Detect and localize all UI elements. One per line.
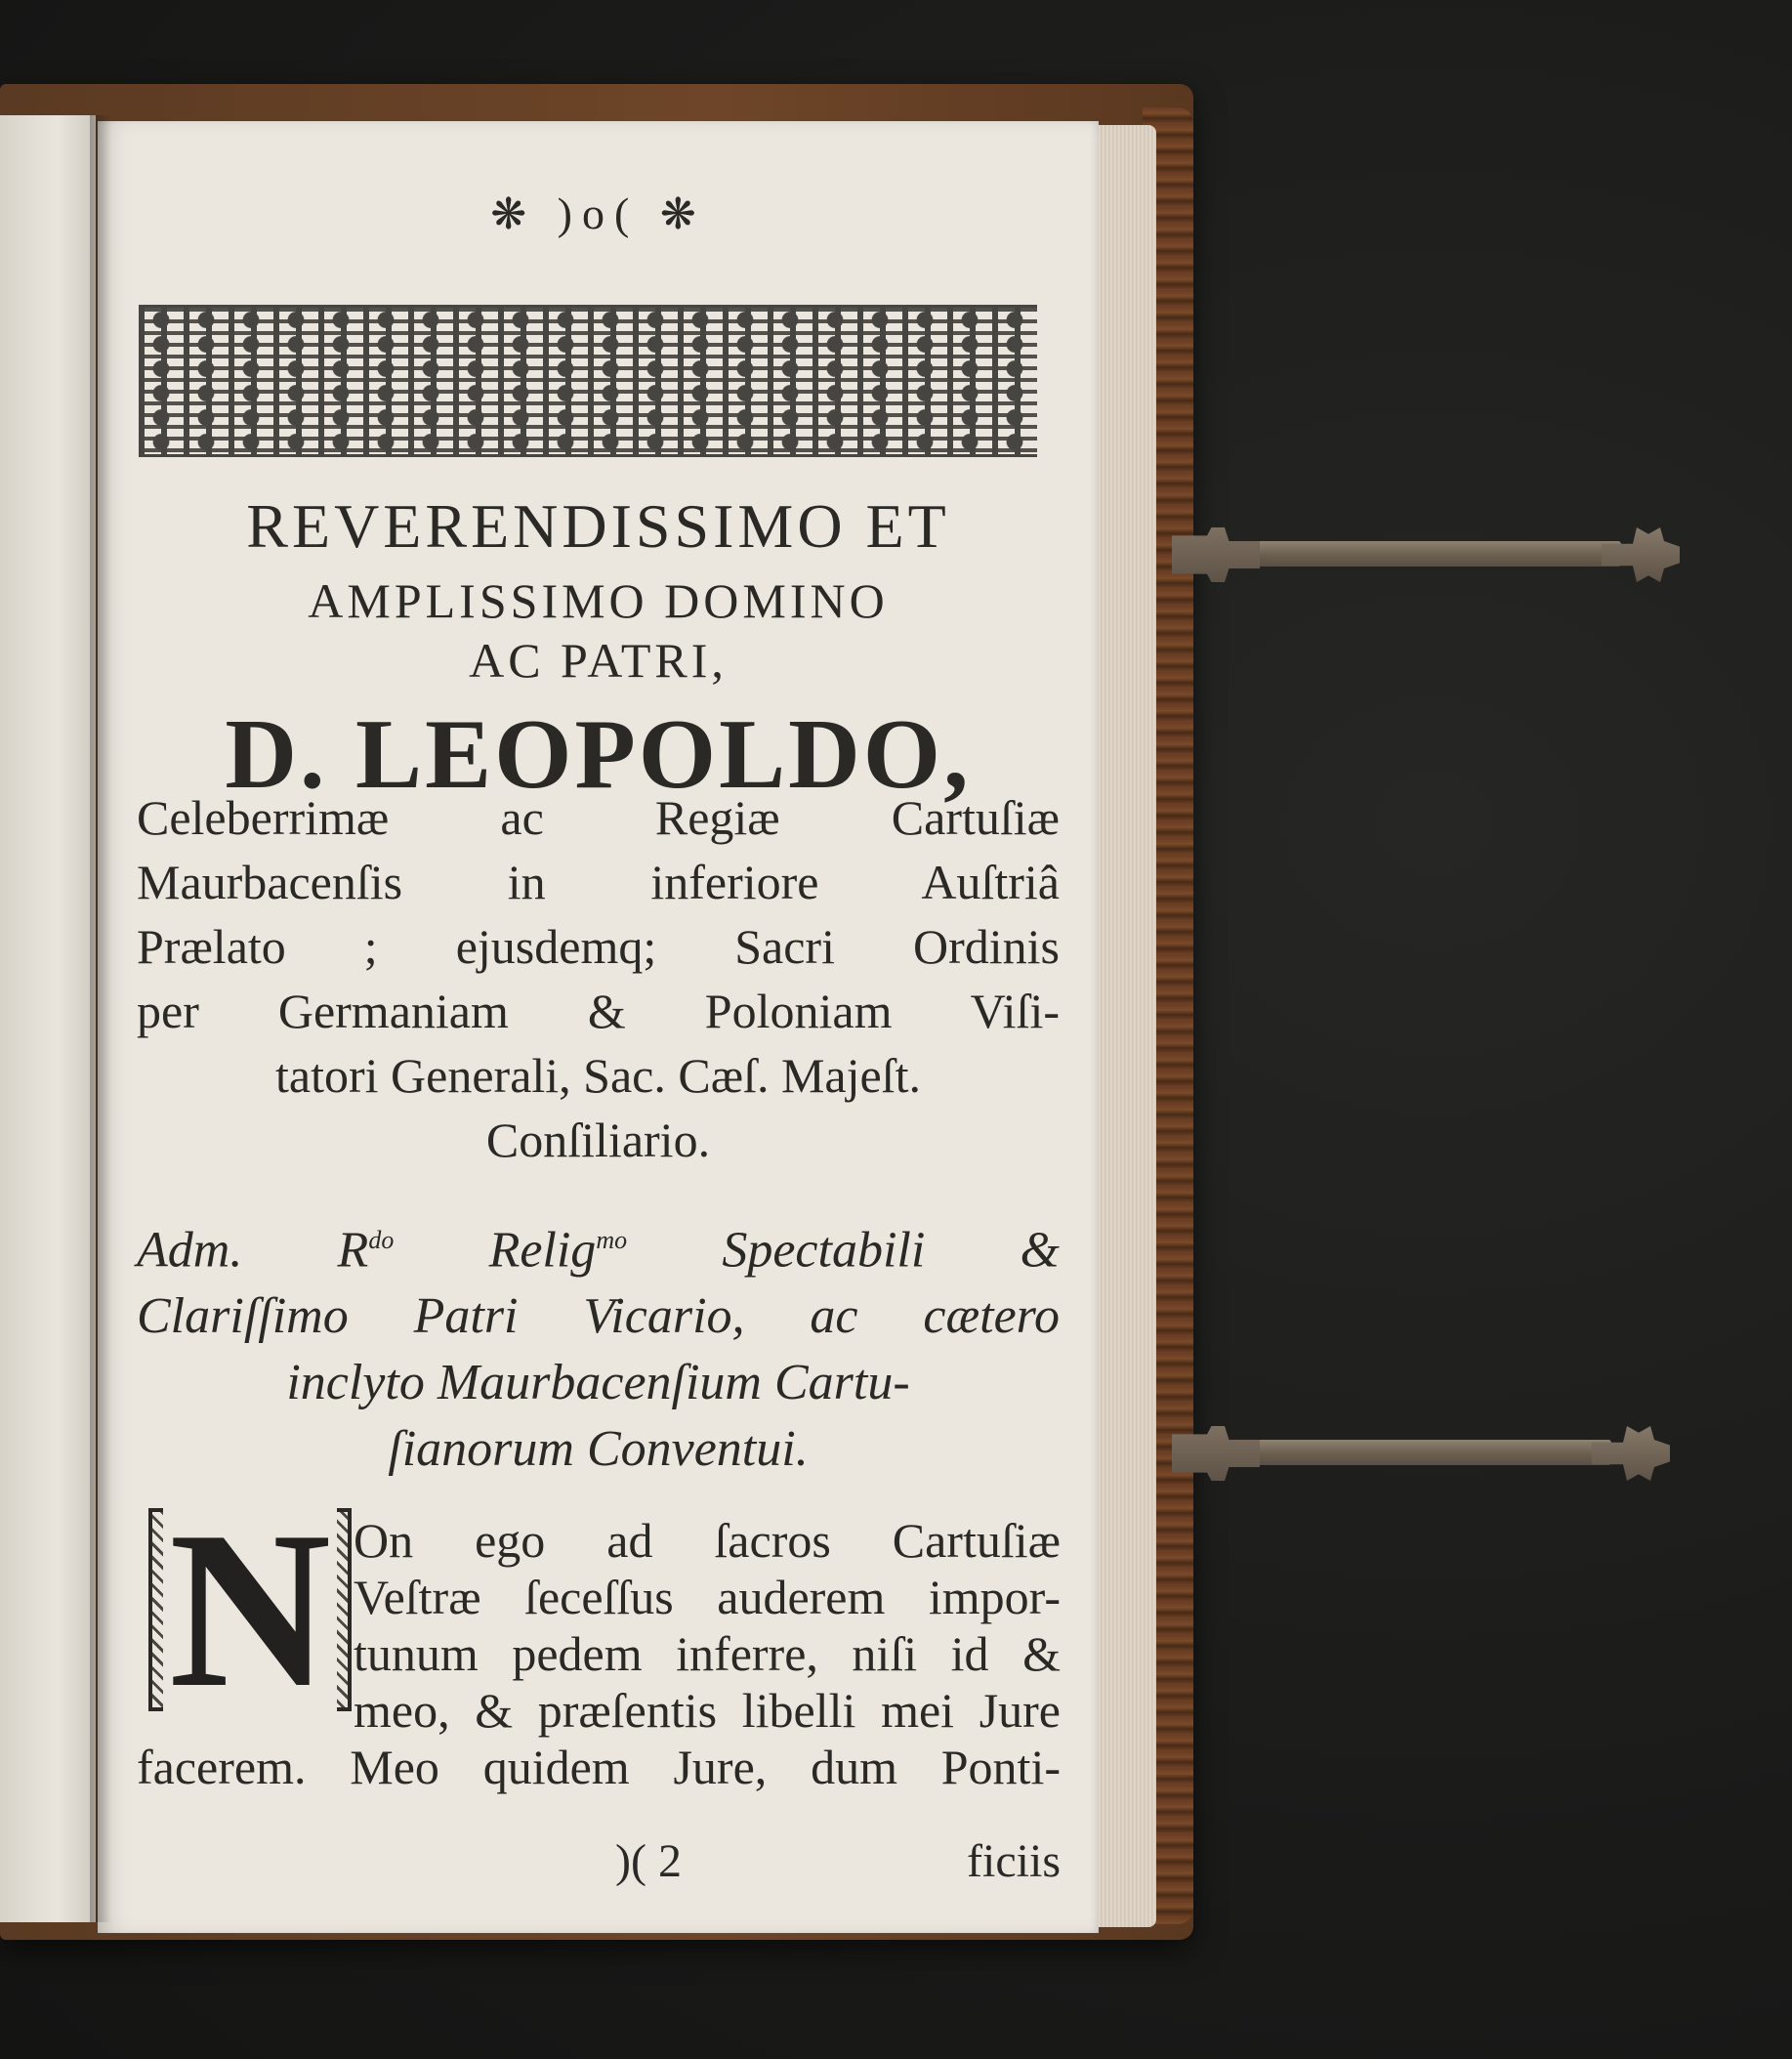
body-line: meo, & præſentis libelli mei Jure: [354, 1683, 1061, 1738]
catchword: ficiis: [967, 1835, 1061, 1887]
title-line-3: AC PATRI,: [469, 633, 728, 688]
dedication-line: Prælato ; ejusdemq; Sacri Ordinis: [137, 919, 1060, 974]
decorative-headpiece: [139, 305, 1037, 457]
body-line: Veſtræ ſeceſſus auderem impor-: [354, 1570, 1061, 1624]
body-line: On ego ad ſacros Cartuſiæ: [354, 1513, 1061, 1568]
title-line-2: AMPLISSIMO DOMINO: [308, 573, 889, 628]
dedication-line: Conſiliario.: [485, 1113, 711, 1167]
dedicatee-name: D. LEOPOLDO,: [225, 699, 972, 810]
dedication-line: per Germaniam & Poloniam Viſi-: [137, 984, 1060, 1038]
running-head-text: )o(: [557, 189, 640, 238]
initial-letter: N: [163, 1497, 337, 1722]
body-line: facerem. Meo quidem Jure, dum Ponti-: [137, 1740, 1061, 1794]
italic-line: Adm. $R^{do}$ Relig$^{mo}$ Spectabili &: [137, 1222, 1060, 1279]
gutter-shadow: [90, 115, 111, 1922]
running-head: [137, 188, 1060, 239]
dedication-paragraph: [137, 785, 1060, 1172]
title-line-1: REVERENDISSIMO ET: [246, 491, 950, 561]
signature-mark: )( 2: [615, 1835, 682, 1887]
italic-address: [137, 1207, 1060, 1483]
upper-clasp: [1172, 527, 1680, 582]
body-text-full: [137, 1739, 1061, 1795]
flower-ornament-icon: ❋: [659, 190, 706, 238]
italic-line: inclyto Maurbacenſium Cartu-: [286, 1355, 910, 1411]
dedication-line: tatori Generali, Sac. Cæſ. Majeſt.: [275, 1048, 921, 1103]
italic-line: Clariſſimo Patri Vicario, ac cætero: [137, 1288, 1060, 1345]
flower-ornament-icon: ❋: [490, 190, 537, 238]
dedication-line: Celeberrimæ ac Regiæ Cartuſiæ: [137, 790, 1060, 845]
dedication-line: Maurbacenſis in inferiore Auſtriâ: [137, 855, 1060, 909]
left-page: [0, 115, 96, 1922]
body-line: tunum pedem inferre, niſi id &: [354, 1626, 1061, 1681]
body-text-indented: [354, 1512, 1061, 1739]
lower-clasp: [1172, 1426, 1670, 1481]
italic-line: ſianorum Conventui.: [388, 1421, 809, 1478]
right-page: [98, 121, 1099, 1933]
decorated-initial: [148, 1485, 352, 1734]
